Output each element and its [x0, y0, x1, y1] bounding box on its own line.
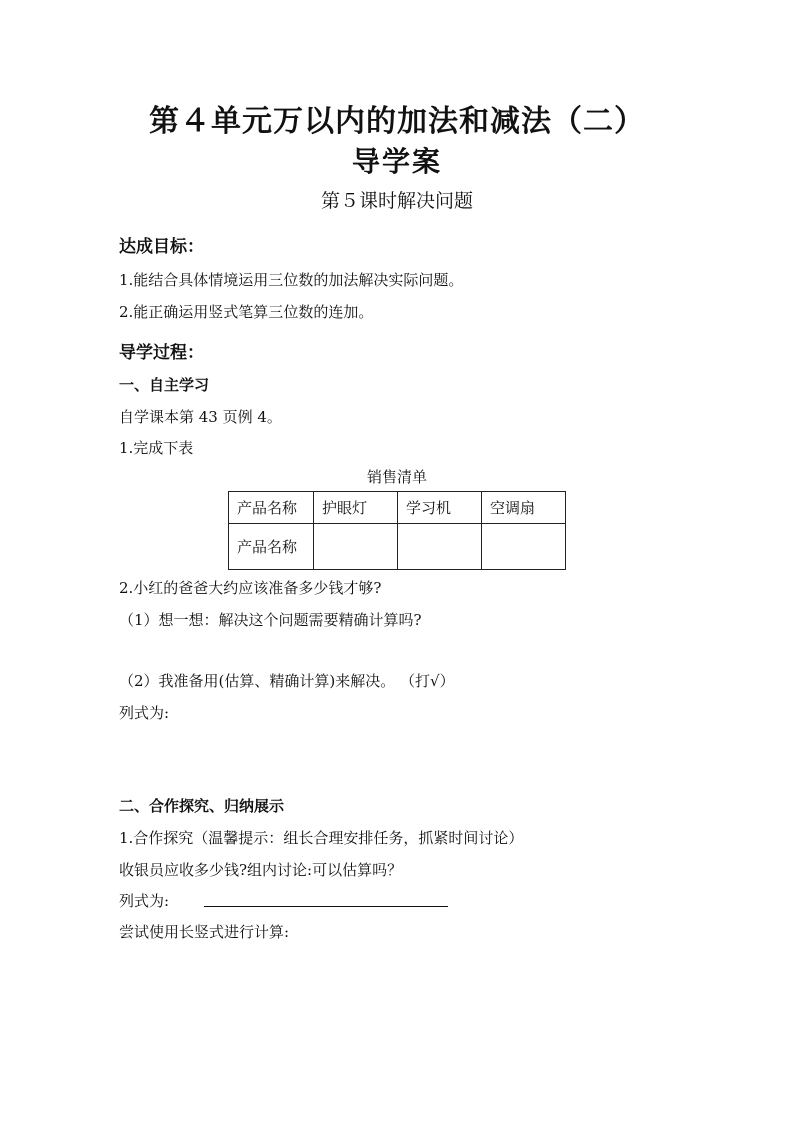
goal-item-1: 1.能结合具体情境运用三位数的加法解决实际问题。 — [119, 271, 464, 289]
question-2-1: （1）想一想：解决这个问题需要精确计算吗? — [119, 611, 422, 629]
table-cell: 产品名称 — [229, 524, 314, 570]
goals-heading: 达成目标： — [119, 237, 204, 257]
formula-label: 列式为: — [119, 704, 170, 722]
sales-table — [228, 491, 566, 570]
question-2-2: （2）我准备用(估算、精确计算)来解决。 （打√） — [119, 672, 455, 690]
section2-heading: 二、合作探究、归纳展示 — [119, 797, 285, 815]
cashier-question: 收银员应收多少钱?组内讨论:可以估算吗？ — [119, 861, 403, 879]
table-cell-blank[interactable] — [482, 524, 566, 570]
section1-heading: 一、自主学习 — [119, 376, 210, 394]
unit-title: 第４单元万以内的加法和减法（二） — [149, 104, 645, 139]
answer-blank-line[interactable] — [204, 906, 448, 907]
table-cell: 产品名称 — [229, 492, 314, 524]
task-complete-table: 1.完成下表 — [119, 439, 194, 457]
table-row — [229, 524, 566, 570]
lesson-title: 第５课时解决问题 — [320, 190, 473, 212]
table-cell: 学习机 — [398, 492, 482, 524]
table-row — [229, 492, 566, 524]
process-heading: 导学过程： — [119, 343, 204, 363]
table-cell: 空调扇 — [482, 492, 566, 524]
vertical-calc-line: 尝试使用长竖式进行计算: — [119, 923, 290, 941]
table-cell: 护眼灯 — [314, 492, 398, 524]
table-cell-blank[interactable] — [314, 524, 398, 570]
table-caption: 销售清单 — [366, 468, 427, 486]
question-2: 2.小红的爸爸大约应该准备多少钱才够? — [119, 579, 382, 597]
table-cell-blank[interactable] — [398, 524, 482, 570]
self-study-line: 自学课本第 43 页例 4。 — [119, 408, 282, 426]
guide-title: 导学案 — [351, 145, 442, 178]
goal-item-2: 2.能正确运用竖式笔算三位数的连加。 — [119, 303, 374, 321]
formula-label-2: 列式为: — [119, 892, 170, 910]
cooperation-line: 1.合作探究（温馨提示：组长合理安排任务，抓紧时间讨论） — [119, 829, 524, 847]
